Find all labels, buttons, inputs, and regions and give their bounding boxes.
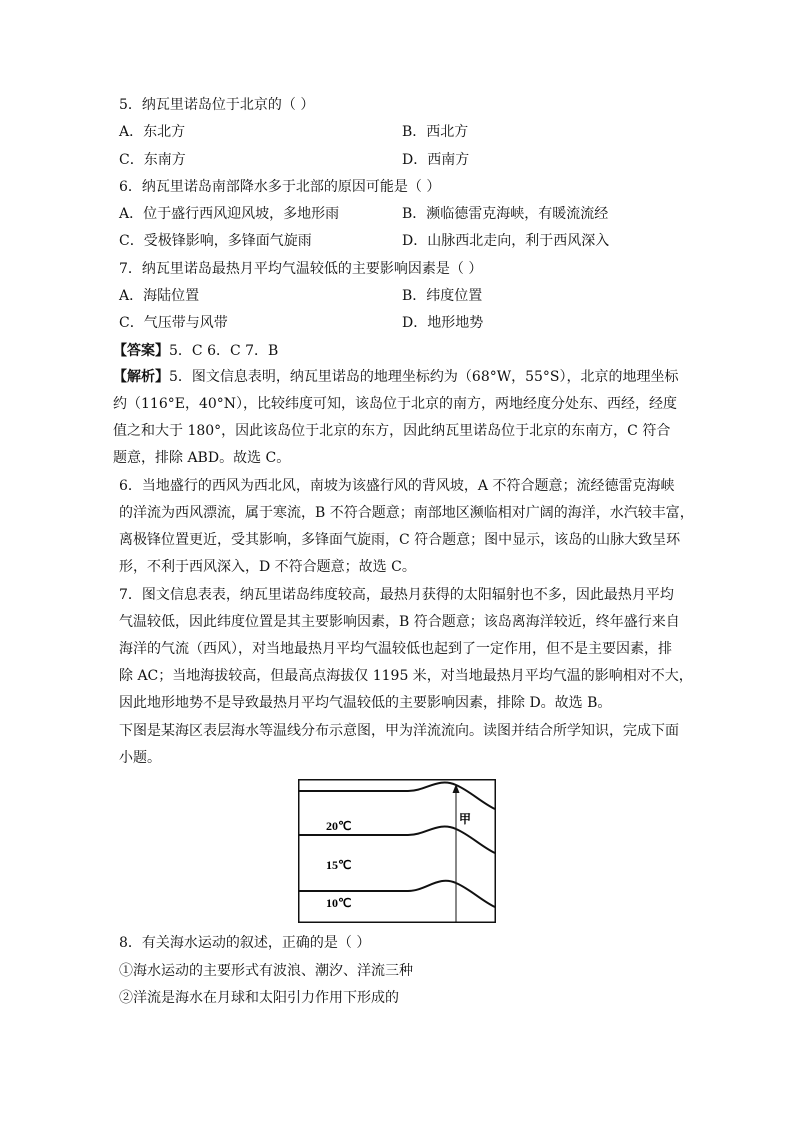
analysis-q6-line1: 6．当地盛行的西风为西北风，南坡为该盛行风的背风坡，A 不符合题意；流经德雷克海峡 <box>119 478 675 494</box>
q7-option-a: A．海陆位置 <box>119 288 200 304</box>
q5-option-a: A．东北方 <box>119 124 186 140</box>
analysis-q7 <box>119 582 693 717</box>
analysis-q6-line2: 的洋流为西风漂流，属于寒流，B 不符合题意；南部地区濒临相对广阔的海洋，水汽较丰富， <box>119 505 694 521</box>
analysis-q5 <box>113 364 679 472</box>
intro-line1: 下图是某海区表层海水等温线分布示意图，甲为洋流流向。读图并结合所学知识，完成下面 <box>119 723 679 739</box>
isotherm-label-15: 15℃ <box>326 858 352 872</box>
q6-option-b: B．濒临德雷克海峡，有暖流流经 <box>402 206 609 222</box>
isotherm-diagram <box>298 779 496 923</box>
analysis-q5-line1: 【解析】5．图文信息表明，纳瓦里诺岛的地理坐标约为（68°W，55°S），北京的地理坐标 <box>113 369 679 385</box>
isotherm-label-10: 10℃ <box>326 896 352 910</box>
analysis-q7-line3: 海洋的气流（西风），对当地最热月平均气温较低也起到了一定作用，但不是主要因素，排 <box>119 641 672 657</box>
q8-statement-1: ①海水运动的主要形式有波浪、潮汐、洋流三种 <box>119 963 413 979</box>
q7-option-d: D．地形地势 <box>402 315 484 331</box>
isotherm-label-20: 20℃ <box>326 819 352 833</box>
q7-option-c: C．气压带与风带 <box>119 315 228 331</box>
analysis-q7-line5: 因此地形地势不是导致最热月平均气温较低的主要影响因素，排除 D。故选 B。 <box>119 695 612 711</box>
q6-option-c: C．受极锋影响，多锋面气旋雨 <box>119 233 312 249</box>
q6-option-d: D．山脉西北走向，利于西风深入 <box>402 233 610 249</box>
q6-stem: 6．纳瓦里诺岛南部降水多于北部的原因可能是（ ） <box>119 179 441 195</box>
current-label: 甲 <box>459 812 472 826</box>
q5-option-c: C．东南方 <box>119 152 186 168</box>
analysis-q6-line4: 形，不利于西风深入，D 不符合题意；故选 C。 <box>119 559 416 575</box>
q8-statement-2: ②洋流是海水在月球和太阳引力作用下形成的 <box>119 990 399 1006</box>
intro-paragraph <box>119 718 679 772</box>
answer-label: 【答案】 <box>113 343 169 359</box>
q8-stem: 8．有关海水运动的叙述，正确的是（ ） <box>119 935 371 951</box>
analysis-q6 <box>119 473 694 581</box>
intro-line2: 小题。 <box>119 750 161 766</box>
q5-option-b: B．西北方 <box>402 124 469 140</box>
q7-option-b: B．纬度位置 <box>402 288 483 304</box>
analysis-q7-line1: 7．图文信息表表，纳瓦里诺岛纬度较高，最热月获得的太阳辐射也不多，因此最热月平均 <box>119 587 674 603</box>
q5-stem: 5．纳瓦里诺岛位于北京的（ ） <box>119 97 315 113</box>
analysis-q5-line3: 值之和大于 180°，因此该岛位于北京的东方，因此纳瓦里诺岛位于北京的东南方，C 符合 <box>113 423 671 439</box>
analysis-q7-line2: 气温较低，因此纬度位置是其主要影响因素，B 符合题意；该岛离海洋较近，终年盛行来自 <box>119 614 680 630</box>
analysis-label: 【解析】 <box>113 369 169 385</box>
analysis-q5-line4: 题意，排除 ABD。故选 C。 <box>113 450 291 466</box>
q5-option-d: D．西南方 <box>402 152 470 168</box>
answer-line <box>113 341 278 361</box>
analysis-q7-line4: 除 AC；当地海拔较高，但最高点海拔仅 1195 米，对当地最热月平均气温的影响相对不大， <box>119 668 693 684</box>
answer-text: 5．C 6．C 7．B <box>169 343 279 359</box>
analysis-q6-line3: 离极锋位置更近，受其影响，多锋面气旋雨，C 符合题意；图中显示，该岛的山脉大致呈环 <box>119 532 681 548</box>
analysis-q5-line2: 约（116°E，40°N），比较纬度可知，该岛位于北京的南方，两地经度分处东、西经，经度 <box>113 396 678 412</box>
q7-stem: 7．纳瓦里诺岛最热月平均气温较低的主要影响因素是（ ） <box>119 261 483 277</box>
q6-option-a: A．位于盛行西风迎风坡，多地形雨 <box>119 206 340 222</box>
